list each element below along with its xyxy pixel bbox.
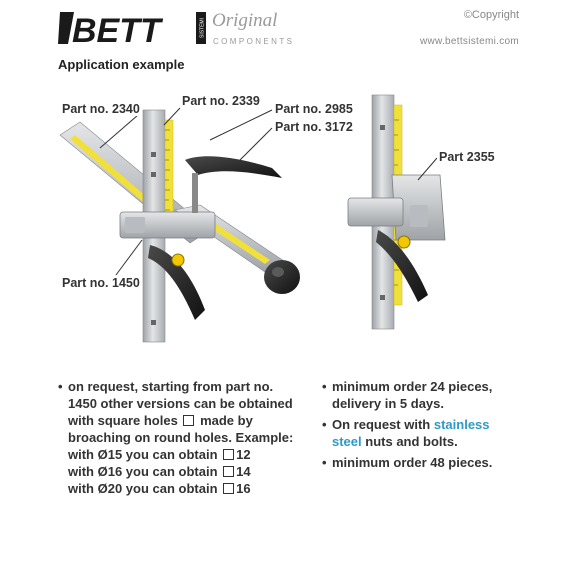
note-size: 16 <box>236 481 251 496</box>
note-stainless-highlight: stainless <box>433 417 490 432</box>
square-hole-icon <box>223 466 234 477</box>
note-line <box>68 480 308 497</box>
right-clamp <box>348 198 403 226</box>
knob <box>264 260 300 294</box>
label-part-2339: Part no. 2339 <box>182 94 260 108</box>
clamp-1450 <box>120 212 215 238</box>
label-part-2985: Part no. 2985 <box>275 102 353 116</box>
note-line: broaching on round holes. Example: <box>68 430 294 445</box>
note-minimum-order-48 <box>322 454 522 471</box>
note-square-holes <box>58 378 308 497</box>
note-size: 14 <box>236 464 251 479</box>
note-size: 12 <box>236 447 251 462</box>
logo-vertical-text: SISTEMI <box>199 17 206 39</box>
note-line <box>332 416 522 433</box>
notes-right <box>322 378 522 475</box>
note-line <box>332 433 522 450</box>
notes-left <box>58 378 308 501</box>
note-line: 1450 other versions can be obtained <box>68 396 293 411</box>
section-title: Application example <box>58 57 185 72</box>
note-text: made by <box>200 413 253 428</box>
note-text: On request with <box>332 417 431 432</box>
note-line: • minimum order 24 pieces, <box>332 379 493 394</box>
note-stainless <box>322 416 522 450</box>
note-line: delivery in 5 days. <box>332 396 445 411</box>
logo-original: Original <box>212 10 278 31</box>
note-text: nuts and bolts. <box>365 434 458 449</box>
website-link[interactable]: www.bettsistemi.com <box>419 36 519 47</box>
label-part-2355: Part 2355 <box>439 150 495 164</box>
square-hole-icon <box>223 449 234 460</box>
square-hole-icon <box>223 483 234 494</box>
note-text: with Ø15 you can obtain <box>68 447 218 462</box>
label-part-2340: Part no. 2340 <box>62 102 140 116</box>
note-text: with square holes <box>68 413 178 428</box>
logo-components: COMPONENTS <box>213 37 295 46</box>
lever-2985 <box>185 156 282 213</box>
note-line: • on request, starting from part no. <box>68 379 274 394</box>
note-line: • minimum order 48 pieces. <box>332 455 493 470</box>
note-line <box>68 412 308 429</box>
logo-wordmark: BETT <box>72 12 161 46</box>
label-part-1450: Part no. 1450 <box>62 276 140 290</box>
note-steel-highlight: steel <box>332 434 362 449</box>
label-part-3172: Part no. 3172 <box>275 120 353 134</box>
note-text: with Ø16 you can obtain <box>68 464 218 479</box>
note-line <box>68 446 308 463</box>
note-minimum-order-24 <box>322 378 522 412</box>
copyright-text: ©Copyright <box>463 9 519 21</box>
note-line <box>68 463 308 480</box>
bett-logo <box>58 10 208 46</box>
square-hole-icon <box>183 415 194 426</box>
note-text: with Ø20 you can obtain <box>68 481 218 496</box>
